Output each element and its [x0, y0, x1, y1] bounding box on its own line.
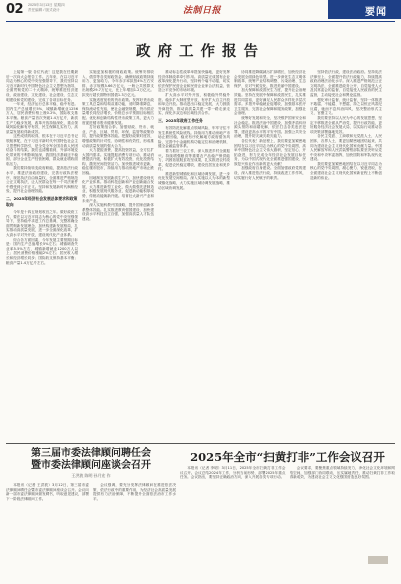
article-anti-porn-meeting [180, 448, 395, 576]
page-number: 02 [6, 2, 24, 17]
report-paragraph: 一年来，经济运行总体平稳、稳中有进。国内生产总值增长5%，城镇新增就业1256万人，居民消费价格上涨0.2%，国际收支基本平衡。粮食产量首次突破1.4万亿斤，新质生产力稳步发展，改革开放持续深化，重点领域风险化解有序有效，民生保障扎实有力，高质量发展取得新成效。 [6, 102, 78, 134]
report-paragraph: 上接第一版 各位代表！这是我在任期最后一次向大会报告工作。五年来，在以习近平同志为核心的党中央坚强领导下，我们坚持以习近平新时代中国特色社会主义思想为指导，全面贯彻党的二十大精神，统筹推进经济建设、政治建设、文化建设、社会建设、生态文明建设和党的建设，完成了各项目标任务。 [6, 70, 78, 102]
header-rule [6, 21, 395, 22]
edition-date: 2025年3月13日 星期四 [28, 3, 65, 7]
report-paragraph: 协同推进降碳减污扩绿增长，加快经济社会发展全面绿色转型。进一步深化生态文明体制改革，统筹产业结构调整、污染治理、生态保护、应对气候变化，推进美丽中国建设。 [234, 70, 306, 88]
article-paragraph: 会议要求，要聚焦重点领域持续发力，净化社会文化环境和网络空间，加强部门协同联动，压实属地责任，推动扫黄打非工作取得新成效，为建设社会主义文化强国营造良好氛围。 [289, 466, 395, 480]
report-paragraph: 着力抓好三农工作，深入推进乡村全面振兴。持续增强粮食等重要农产品稳产保供能力，巩固拓展脱贫攻坚成果，扎实推进农村改革，促进农民稳定增收，建设宜居宜业和美乡村。 [158, 148, 230, 172]
article-legal-advisers [6, 448, 176, 576]
masthead [0, 0, 401, 20]
page-title: 政府工作报告 [136, 43, 265, 60]
report-column [158, 70, 230, 442]
report-paragraph: 各民主党派、工商联和无党派人士，人民团体，各界人士，要更加紧密地团结起来，共同为建设社会主义现代化国家贡献力量。中国人民解放军和人民武装警察部队要坚决听从党中央和中央军委指挥，加快国防和军队现代化建设。 [310, 134, 382, 162]
article-body [6, 483, 176, 501]
article-paragraph: 会议强调，要充分发挥法律顾问在推进依法决策、依法行政中的重要作用，为经济社会高质量发展提供有力法治保障，不断提升全面依法治市工作水平。 [93, 483, 176, 501]
section-subheading: 二、2025年经济社会发展总体要求和政策取向 [6, 196, 78, 208]
report-column [6, 70, 78, 442]
report-paragraph: 实施适度宽松的货币政策。发挥好货币政策工具总量和结构双重功能，适时降准降息，保持流动性充裕，使社会融资规模、货币供应量增长同经济增长、价格总水平预期目标相匹配。优化和创新结构性货币政策工具，更大力度促进楼市股市健康发展。 [82, 97, 154, 125]
report-paragraph: 我们要持续转变政府职能，提高依法行政水平，推进法治政府建设，完善行政执法程序，规范执法自由裁量权，全面推进严格规范公正文明执法，让人民群众在每一个司法案件中感受到公平正义。坚持和发展新时代枫桥经验，提升社会治理效能。 [6, 166, 78, 194]
report-paragraph: 我们要坚持以人民为中心的发展思想，坚定不移推进全面从严治党，提升行政效能，更好服务经济社会发展大局，以实际行动推动各项决策部署落地见效。 [310, 115, 382, 134]
report-column [82, 70, 154, 442]
report-paragraph: 综合各方面因素，今年发展主要预期目标是：国内生产总值增长5%左右；城镇调查失业率5.5%左右，城镇新增就业1200万人以上；居民消费价格涨幅2%左右；居民收入增长和经济增长同步；国际收支保持基本平衡；粮食产量1.4万亿斤左右。 [6, 237, 78, 265]
report-paragraph: 今年是十四五规划收官之年。做好政府工作，要在以习近平同志为核心的党中央坚强领导下，坚持稳中求进工作总基调，完整准确全面贯彻新发展理念，加快构建新发展格局，扎实推动高质量发展，进一步全面深化改革，扩大高水平对外开放，建设现代化产业体系。 [6, 210, 78, 237]
report-paragraph: 打好政策组合拳。加强财政、货币、就业、产业、区域、贸易、环保、监管等政策协同，提升政策整体效能。把握好政策时度效，增强政策的针对性、协调性和有效性，形成推动高质量发展的强大合力。 [82, 125, 154, 148]
edition-meta [28, 3, 65, 12]
section-label: 要闻 [365, 7, 387, 18]
qr-code-thumbnail [368, 556, 388, 564]
edition-editor: 责任编辑 / 版式设计 [28, 7, 60, 12]
article-headline: 2025年全市“扫黄打非”工作会议召开 [190, 450, 385, 464]
section-divider [6, 443, 395, 444]
article-paragraph: 本报讯（记者 王洪波）3月12日，第三届市委法律顾问聘任会暨市委法律顾问座谈会召开。会议向新一届市委法律顾问颁发聘书，听取意见建议，部署下一阶段法律顾问工作。 [6, 483, 89, 501]
report-paragraph: 加大保障和改善民生力度，提升社会治理效能。坚持在发展中保障和改善民生，扎实推进共同富裕，更好满足人民群众多样化多层次需求。多措并举稳就业促增收，加强基本医疗卫生服务，完善社会保障和服务政策，加强社会治理。 [234, 88, 306, 116]
report-paragraph: 加强政府自身建设。全面加强政府党的建设，深入推进依法行政，持续改进工作作风，切实履行好人民赋予的职责。 [234, 166, 306, 180]
report-paragraph: 深入实施科教兴国战略，提升国家创新体系整体效能。扎实推进教育强国建设，加快建设高水平科技自立自强，加强高质量人才队伍建设。 [82, 203, 154, 221]
report-paragraph: 推动标志性改革举措加快落地，更好发挥经济体制改革牵引作用。高质量完成国有企业改革深化提升行动，坚持两个毫不动摇，切实依法保护民营企业和民营企业家合法权益，营造公平竞争的市场环境。 [158, 70, 230, 93]
report-paragraph: 扩大高水平对外开放，积极稳外贸稳外资。稳步扩大制度型开放，有序扩大自主开放和单边开放。推动进出口稳定发展，大力鼓励外商投资，推动高质量共建一带一路走深走实，深化多双边和区域经济合作。 [158, 92, 230, 116]
article-headline-line2: 暨市委法律顾问座谈会召开 [31, 460, 151, 471]
report-paragraph: 大力提振消费、提高投资效益，全方位扩大国内需求。实施提振消费专项行动，推动消费提质升级，积极扩大有效投资，优化投资结构，激发民间投资活力。加快推进城市更新，稳住楼市股市，持续用力推动房地产市场止跌回稳。 [82, 148, 154, 176]
report-paragraph: 推进新型城镇化和区域协调发展，进一步优化发展空间格局。深入实施以人为本的新型城镇化战略，大力实施区域协调发展战略，推动区域协调发展。 [158, 171, 230, 190]
report-paragraph: 各位代表！新征程上，我们要更加紧密地团结在以习近平同志为核心的党中央周围，高举中国特色社会主义伟大旗帜，坚定信心、开拓奋进，努力完成全年经济社会发展目标任务，为以中国式现代化全面推进强国建设、民族复兴伟业作出新的更大贡献！ [234, 138, 306, 166]
report-paragraph: 因地制宜发展新质生产力，加快建设现代化产业体系。推动科技创新和产业创新融合发展，大力推进新型工业化，做大做强先进制造业，积极发展现代服务业，促进新动能积厚成势、传统动能焕新升级。培育壮大新兴产业和未来产业。 [82, 175, 154, 203]
report-paragraph: 坚持依法行政，建设法治政府。坚持宪法法律至上，全面提升依法行政能力，持续提高政府治理法治化水平。深入推进严格规范公正文明执法，全面推进政务公开，自觉接受人大及其常委会的监督，自觉接受人民政协的民主监督，主动接受社会和舆论监督。 [310, 70, 382, 97]
article-body [180, 466, 395, 480]
report-paragraph: 统筹好发展和安全，坚决维护国家安全和社会稳定。推进法治中国建设，加强矛盾纠纷源头预防和前端化解，依法打击各类违法犯罪，建设更高水平的平安中国。加强公共安全治理，提升防灾减灾救灾能力。 [234, 115, 306, 139]
report-column [234, 70, 306, 442]
newspaper-logo: 法制日报 [183, 6, 222, 16]
section-tab [328, 0, 401, 19]
report-column [310, 70, 382, 442]
article-paragraph: 本报讯（记者 李明）3月11日，2025年全市扫黄打非工作会议召开。会议总结2024年工作，分析当前形势，部署2025年重点任务。会议指出，要坚持正确政治方向，深入开展各类专项行动。 [180, 466, 286, 480]
article-headline-line1: 第三届市委法律顾问聘任会 [31, 448, 151, 459]
report-paragraph: 实施更加积极的财政政策。统筹安排收入、债券等各类财政资金，确保财政政策持续用力、更加给力。今年赤字率拟按4%左右安排，赤字规模5.66万亿元，一般公共预算支出规模29.7万亿元，比上年增加1.2万亿元。拟发行超长期特别国债1.3万亿元。 [82, 70, 154, 97]
section-subheading: 三、2025年政府工作任务 [158, 117, 203, 123]
article-byline: 王洪波 陈明 孙月宏 作 [71, 473, 111, 478]
report-paragraph: 这些成绩的取得，根本在于习近平总书记领航掌舵，在于习近平新时代中国特色社会主义思想科学指引，是全党全军全国各族人民团结奋斗的结果。我们也清醒看到，外部环境变化带来的不利影响加深，我国经济基础还不稳固，部分企业生产经营困难，群众就业增收面临压力。 [6, 134, 78, 166]
report-paragraph: 强化审计监督、统计监督，坚持一体推进不敢腐、不能腐、不想腐，持之以恒正风肃纪反腐，驰而不息纠治四风，坚决整治形式主义、官僚主义。 [310, 97, 382, 116]
report-paragraph: 我们要更加紧密地团结在以习近平同志为核心的党中央周围，凝心聚力、锐意进取，在全面建设社会主义现代化国家新征程上不断创造新的伟业。 [310, 161, 382, 180]
report-paragraph: 有效防范化解重点领域风险，牢牢守住不发生系统性风险底线。持续用力推动房地产市场止跌回稳，稳妥有序化解地方政府债务风险，完善中小金融机构功能定位和治理机制，健全金融监管体系。 [158, 125, 230, 149]
